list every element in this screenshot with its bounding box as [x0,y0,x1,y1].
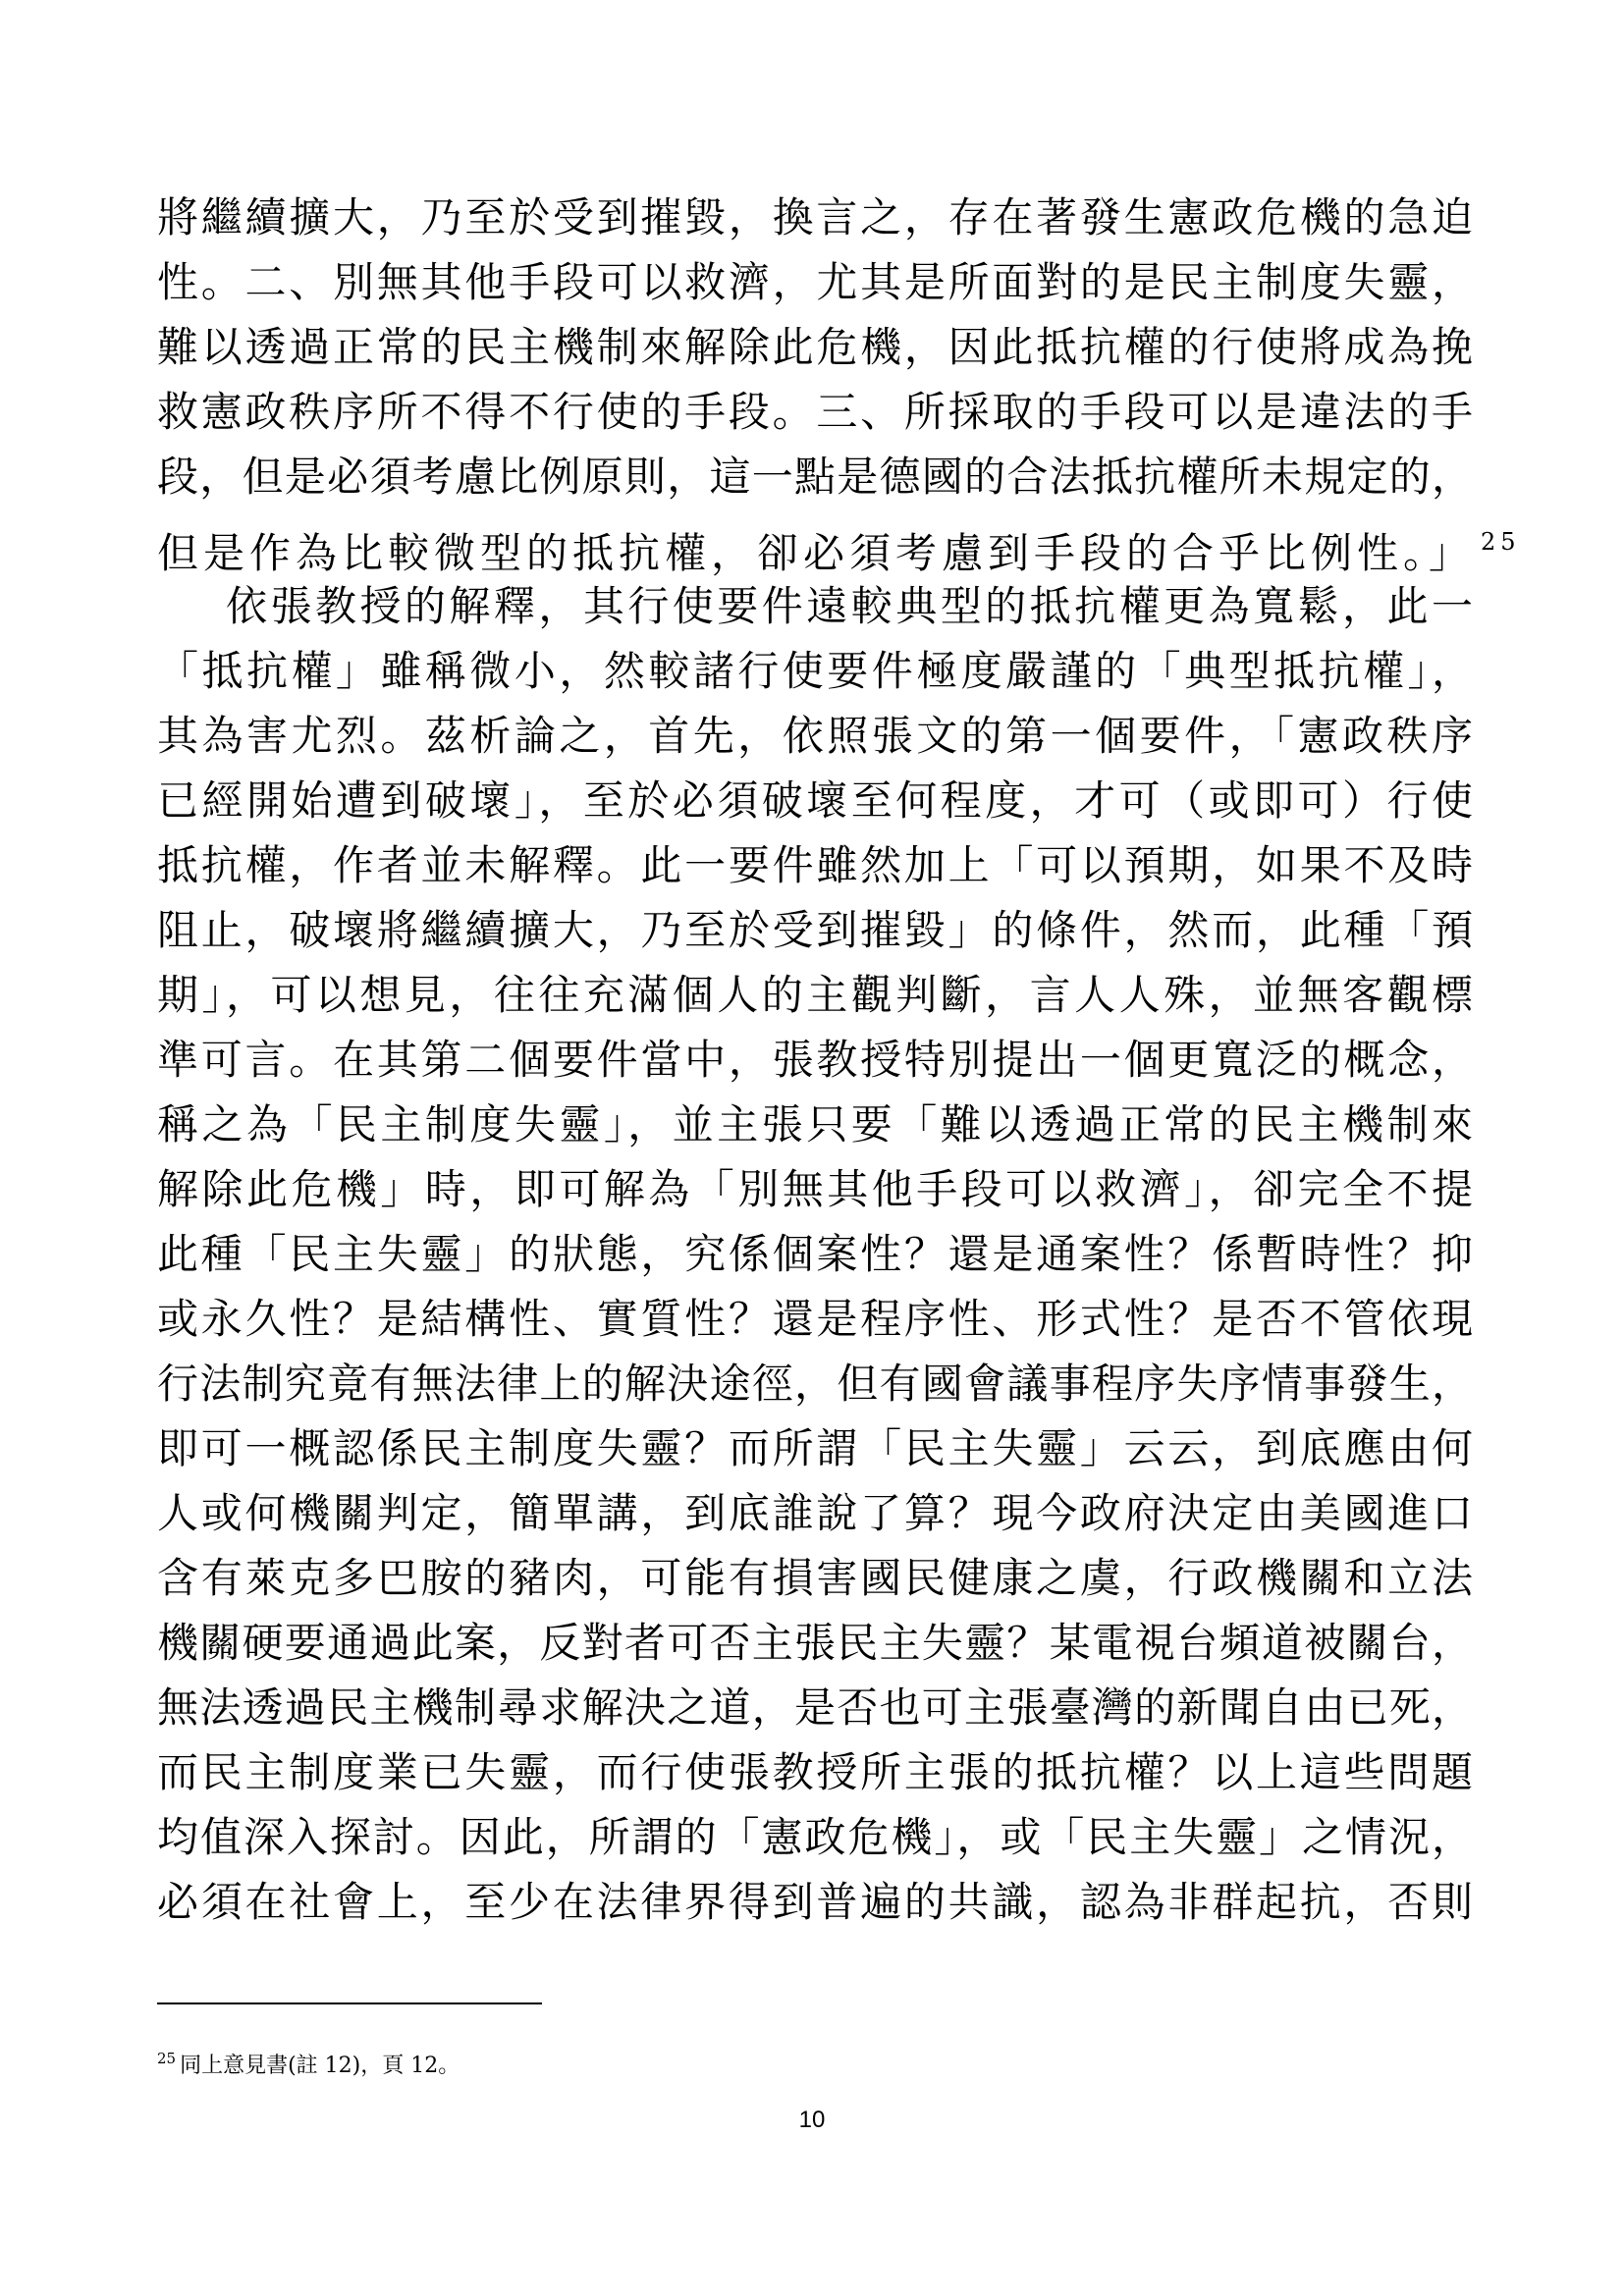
body-line-22: 含有萊克多巴胺的豬肉，可能有損害國民健康之虞，行政機關和立法 [157,1554,1473,1602]
body-line-25: 而民主制度業已失靈，而行使張教授所主張的抵抗權？以上這些問題 [157,1748,1473,1796]
body-line-5: 段，但是必須考慮比例原則，這一點是德國的合法抵抗權所未規定的， [157,453,1473,501]
body-line-26: 均值深入探討。因此，所謂的「憲政危機」，或「民主失靈」之情況， [157,1813,1473,1861]
body-line-2: 性。二、別無其他手段可以救濟，尤其是所面對的是民主制度失靈， [157,258,1473,306]
body-line-8: 「抵抗權」雖稱微小，然較諸行使要件極度嚴謹的「典型抵抗權」， [157,647,1473,695]
body-line-13: 期」，可以想見，往往充滿個人的主觀判斷，言人人殊，並無客觀標 [157,971,1473,1019]
body-line-3: 難以透過正常的民主機制來解除此危機，因此抵抗權的行使將成為挽 [157,323,1473,371]
body-line-17: 此種「民主失靈」的狀態，究係個案性？還是通案性？係暫時性？抑 [157,1230,1473,1278]
body-line-15: 稱之為「民主制度失靈」，並主張只要「難以透過正常的民主機制來 [157,1100,1473,1148]
body-line-16: 解除此危機」時，即可解為「別無其他手段可以救濟」，卻完全不提 [157,1165,1473,1213]
footnote [157,2044,460,2081]
body-line-21: 人或何機關判定，簡單講，到底誰說了算？現今政府決定由美國進口 [157,1489,1473,1537]
body-line-24: 無法透過民主機制尋求解決之道，是否也可主張臺灣的新聞自由已死， [157,1683,1473,1732]
body-line-9: 其為害尤烈。茲析論之，首先，依照張文的第一個要件，「憲政秩序 [157,712,1473,760]
body-line-6-text: 但是作為比較微型的抵抗權，卻必須考慮到手段的合乎比例性。」 [157,529,1476,577]
footnote-marker: 25 [1481,528,1521,556]
body-line-14: 準可言。在其第二個要件當中，張教授特別提出一個更寬泛的概念， [157,1036,1473,1084]
body-line-20: 即可一概認係民主制度失靈？而所謂「民主失靈」云云，到底應由何 [157,1424,1473,1472]
footnote-text: 同上意見書(註 12)，頁 12。 [180,2054,460,2078]
body-line-1: 將繼續擴大，乃至於受到摧毀，換言之，存在著發生憲政危機的急迫 [157,193,1473,241]
body-line-11: 抵抗權，作者並未解釋。此一要件雖然加上「可以預期，如果不及時 [157,841,1473,889]
body-line-6 [157,516,1521,577]
body-line-18: 或永久性？是結構性、實質性？還是程序性、形式性？是否不管依現 [157,1295,1473,1343]
body-line-12: 阻止，破壞將繼續擴大，乃至於受到摧毀」的條件，然而，此種「預 [157,906,1473,954]
body-line-7: 依張教授的解釋，其行使要件遠較典型的抵抗權更為寬鬆，此一 [226,582,1473,630]
footnote-number: 25 [157,2050,177,2067]
body-line-27: 必須在社會上，至少在法律界得到普遍的共識，認為非群起抗，否則 [157,1878,1473,1926]
body-line-4: 救憲政秩序所不得不行使的手段。三、所採取的手段可以是違法的手 [157,388,1473,436]
body-line-10: 已經開始遭到破壞」，至於必須破壞至何程度，才可（或即可）行使 [157,776,1473,825]
page-number: 10 [798,2107,826,2133]
footnote-separator [157,2002,542,2004]
body-line-23: 機關硬要通過此案，反對者可否主張民主失靈？某電視台頻道被關台， [157,1619,1473,1667]
body-line-19: 行法制究竟有無法律上的解決途徑，但有國會議事程序失序情事發生， [157,1360,1473,1408]
